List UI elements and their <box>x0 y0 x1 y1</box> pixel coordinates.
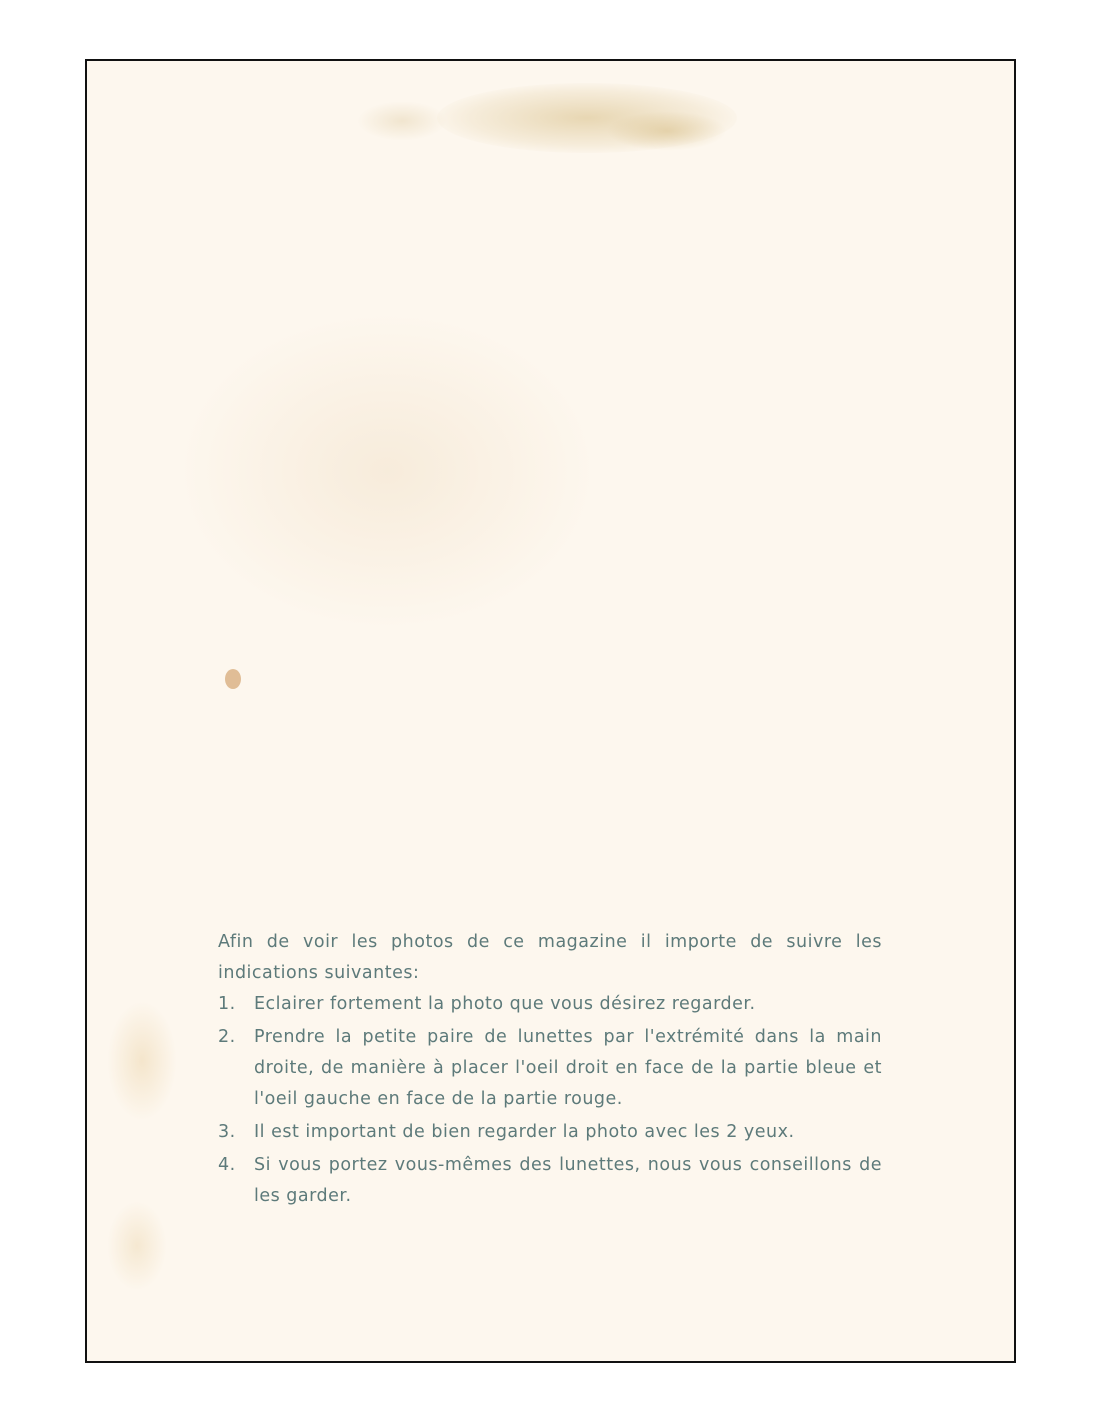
list-item <box>218 1117 882 1148</box>
step-text: Si vous portez vous-mêmes des lunettes, nous vous conseillons de les garder. <box>254 1155 882 1206</box>
instructions-list <box>218 989 882 1212</box>
step-number: 3. <box>218 1122 236 1142</box>
instructions-intro: Afin de voir les photos de ce magazine il importe de suivre les indications suivantes: <box>218 932 882 983</box>
stain-top-left <box>357 101 447 141</box>
stain-left-bottom <box>107 1201 167 1291</box>
list-item <box>218 1022 882 1115</box>
step-text: Il est important de bien regarder la photo avec les 2 yeux. <box>254 1122 795 1142</box>
step-text: Eclairer fortement la photo que vous désirez regarder. <box>254 994 756 1014</box>
stain-top <box>437 83 737 153</box>
stain-top-right <box>607 111 727 151</box>
stain-spot <box>225 669 241 689</box>
step-number: 2. <box>218 1027 236 1047</box>
stain-left <box>107 1001 177 1121</box>
list-item <box>218 989 882 1020</box>
instructions-block <box>218 927 882 1214</box>
list-item <box>218 1150 882 1212</box>
stain-middle <box>177 311 597 631</box>
step-number: 4. <box>218 1155 236 1175</box>
page-sheet <box>85 59 1016 1363</box>
step-number: 1. <box>218 994 236 1014</box>
step-text: Prendre la petite paire de lunettes par l'extrémité dans la main droite, de manière à placer l'oeil droit en face de la partie bleue et l'oeil gauche en face de la partie rouge. <box>254 1027 882 1109</box>
